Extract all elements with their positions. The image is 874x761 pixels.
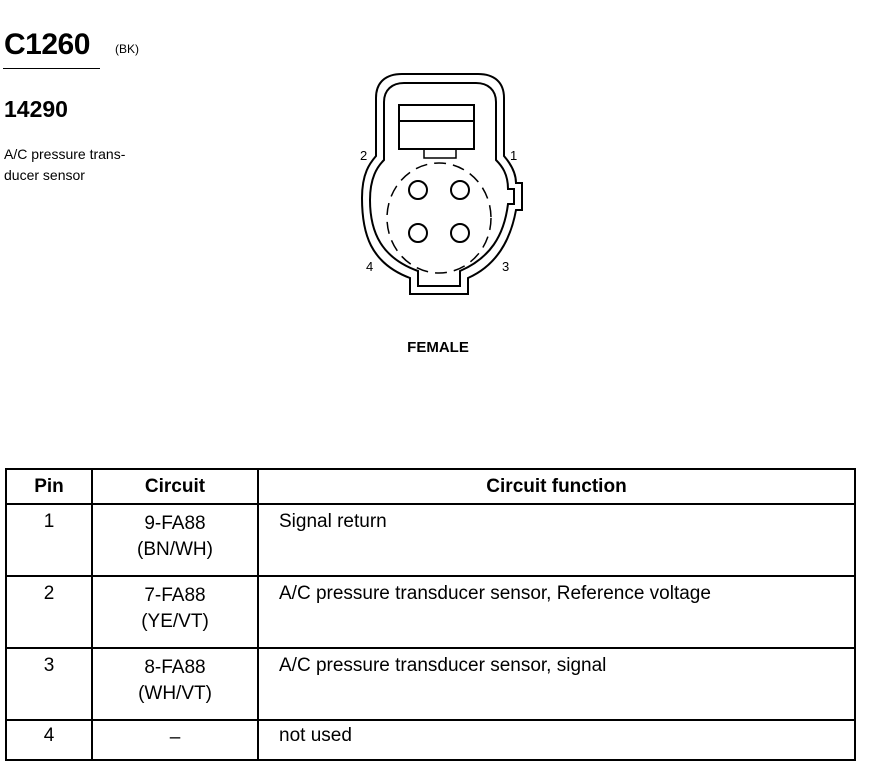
circuit-number: –: [169, 727, 181, 748]
connector-color-code: (BK): [115, 42, 139, 56]
header-circuit-function: Circuit function: [258, 469, 855, 504]
pin-label-3: 3: [502, 259, 510, 274]
table-row: [6, 648, 855, 720]
pin-table: [5, 468, 856, 761]
wire-color: (WH/VT): [138, 683, 212, 704]
description-line-2: ducer sensor: [4, 167, 85, 183]
circuit-cell: [92, 504, 258, 576]
pin-label-2: 2: [360, 148, 368, 163]
pin-cell: 3: [6, 648, 92, 720]
cavity-ring: [387, 163, 491, 273]
connector-id-underline: [3, 68, 100, 69]
table-row: [6, 504, 855, 576]
table-header-row: [6, 469, 855, 504]
pin-cavity-2: [409, 181, 427, 199]
function-cell: Signal return: [258, 504, 855, 576]
circuit-number: 9-FA88: [144, 513, 206, 534]
pin-cavity-4: [409, 224, 427, 242]
wire-color: (BN/WH): [137, 539, 213, 560]
circuit-cell: [92, 648, 258, 720]
connector-face-diagram: [340, 68, 540, 308]
pin-cavity-1: [451, 181, 469, 199]
header-circuit: Circuit: [92, 469, 258, 504]
pin-cavity-3: [451, 224, 469, 242]
pin-cell: 4: [6, 720, 92, 760]
housing-outer-outline: [362, 74, 522, 294]
circuit-number: 7-FA88: [144, 585, 206, 606]
header-pin: Pin: [6, 469, 92, 504]
part-number: 14290: [4, 96, 68, 122]
pin-label-1: 1: [510, 148, 518, 163]
pin-label-4: 4: [366, 259, 374, 274]
function-cell: A/C pressure transducer sensor, Reference voltage: [258, 576, 855, 648]
wire-color: (YE/VT): [141, 611, 209, 632]
circuit-cell: [92, 720, 258, 760]
pin-cell: 2: [6, 576, 92, 648]
latch-body: [399, 105, 474, 149]
function-cell: A/C pressure transducer sensor, signal: [258, 648, 855, 720]
circuit-cell: [92, 576, 258, 648]
table-row: [6, 576, 855, 648]
pin-cell: 1: [6, 504, 92, 576]
circuit-number: 8-FA88: [144, 657, 206, 678]
function-cell: not used: [258, 720, 855, 760]
connector-gender-label: FEMALE: [407, 339, 469, 356]
connector-id: C1260: [4, 28, 90, 61]
housing-inner-outline: [370, 83, 514, 286]
description-line-1: A/C pressure trans-: [4, 146, 126, 162]
table-row: [6, 720, 855, 760]
